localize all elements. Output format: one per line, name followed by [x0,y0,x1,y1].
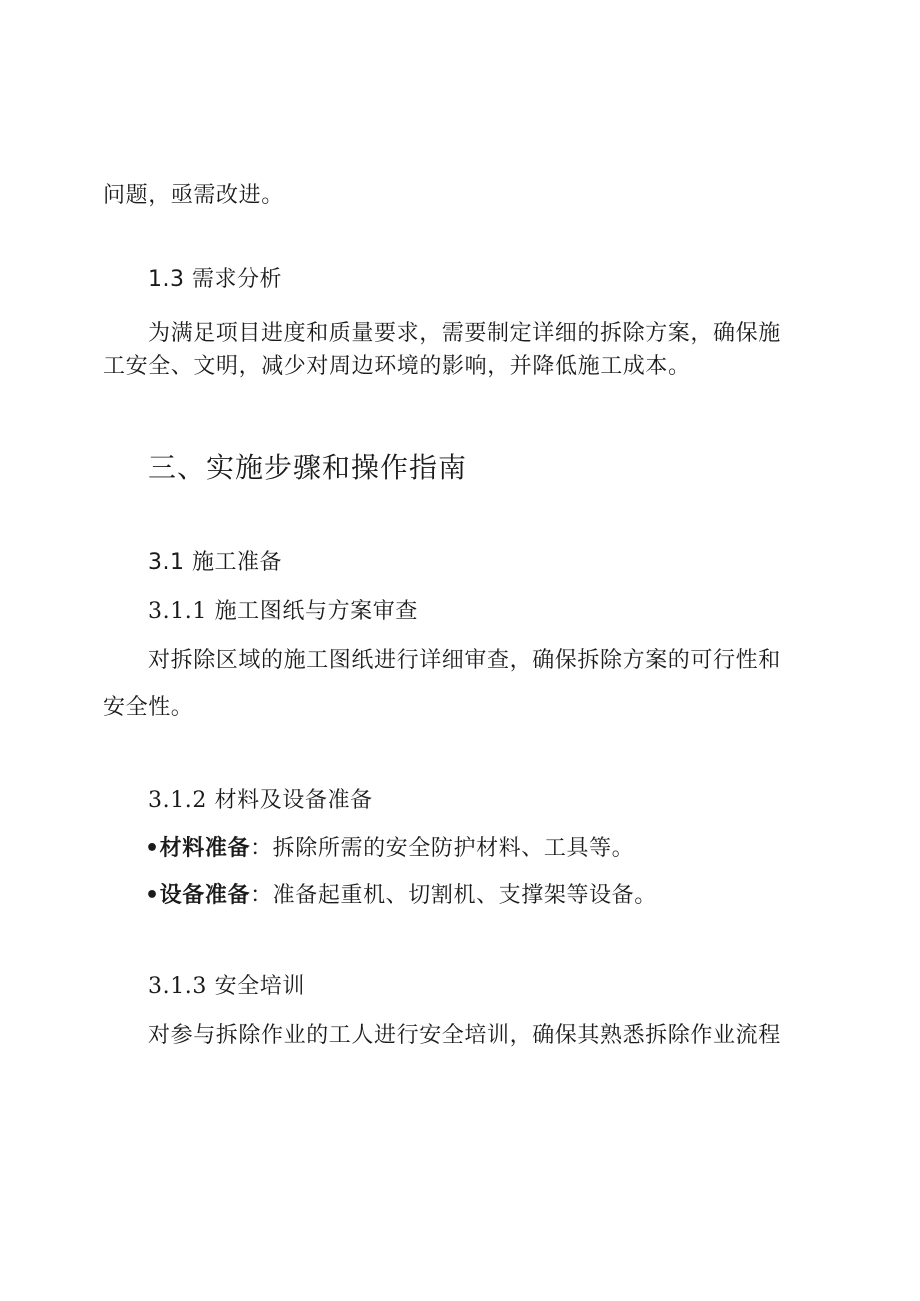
paragraph-line: 为满足项目进度和质量要求，需要制定详细的拆除方案，确保施 [148,321,781,346]
chapter-heading-3: 三、实施步骤和操作指南 [148,451,468,484]
continuation-text: 问题，亟需改进。 [103,183,284,208]
bullet-glyph: • [145,883,160,908]
paragraph-line: 对拆除区域的施工图纸进行详细审查，确保拆除方案的可行性和 [148,648,781,673]
bullet-label: 设备准备 [159,883,251,908]
bullet-label: 材料准备 [159,836,251,861]
bullet-text: ：准备起重机、切割机、支撑架等设备。 [250,883,657,908]
subsection-heading-3-1-3: 3.1.3 安全培训 [148,974,305,999]
bullet-glyph: • [145,836,160,861]
paragraph-line: 工安全、文明，减少对周边环境的影响，并降低施工成本。 [103,354,691,379]
section-heading-3-1: 3.1 施工准备 [148,550,282,575]
paragraph-line: 安全性。 [103,695,194,720]
paragraph-line: 对参与拆除作业的工人进行安全培训，确保其熟悉拆除作业流程 [148,1023,781,1048]
subsection-heading-3-1-1: 3.1.1 施工图纸与方案审查 [148,599,418,624]
bullet-item [145,838,634,860]
subsection-heading-3-1-2: 3.1.2 材料及设备准备 [148,788,373,813]
bullet-text: ：拆除所需的安全防护材料、工具等。 [250,836,635,861]
bullet-item [145,885,657,907]
section-heading-1-3: 1.3 需求分析 [148,267,282,292]
